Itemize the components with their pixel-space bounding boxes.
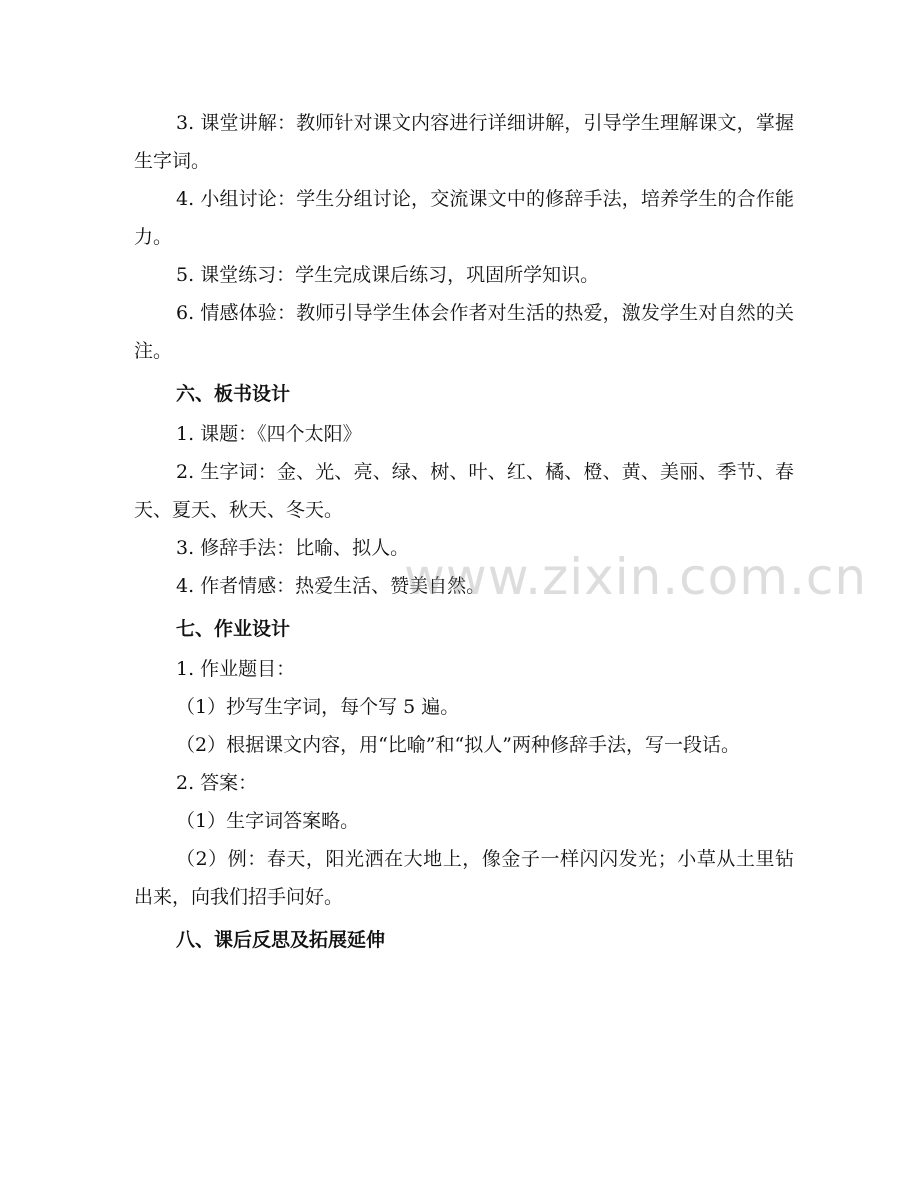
paragraph-author-emotion: 4. 作者情感：热爱生活、赞美自然。 (176, 575, 486, 597)
section-heading-homework: 七、作业设计 (176, 618, 291, 640)
watermark: www.zixin.com.cn (404, 548, 868, 606)
paragraph-answers-title: 2. 答案： (176, 772, 258, 794)
paragraph-answer-1: （1）生字词答案略。 (176, 810, 360, 832)
paragraph-emotion: 6. 情感体验：教师引导学生体会作者对生活的热爱，激发学生对自然的关注。 (134, 302, 794, 362)
paragraph-rhetoric: 3. 修辞手法：比喻、拟人。 (176, 537, 410, 559)
paragraph-homework-title: 1. 作业题目： (176, 658, 296, 680)
paragraph-topic: 1. 课题：《四个太阳》 (176, 423, 362, 445)
paragraph-practice: 5. 课堂练习：学生完成课后练习，巩固所学知识。 (176, 264, 600, 286)
section-heading-reflection: 八、课后反思及拓展延伸 (176, 929, 386, 951)
document-body (134, 104, 794, 961)
paragraph-homework-item-1: （1）抄写生字词，每个写 5 遍。 (176, 696, 460, 718)
section-heading-board-design: 六、板书设计 (176, 383, 291, 405)
paragraph-homework-item-2: （2）根据课文内容，用“比喻”和“拟人”两种修辞手法，写一段话。 (176, 734, 740, 756)
paragraph-lecture: 3. 课堂讲解：教师针对课文内容进行详细讲解，引导学生理解课文，掌握生字词。 (134, 112, 794, 172)
paragraph-answer-2: （2）例：春天，阳光洒在大地上，像金子一样闪闪发光；小草从土里钻出来，向我们招手问好。 (134, 848, 794, 908)
paragraph-vocabulary: 2. 生字词：金、光、亮、绿、树、叶、红、橘、橙、黄、美丽、季节、春天、夏天、秋天、冬天。 (134, 461, 794, 521)
paragraph-group-discussion: 4. 小组讨论：学生分组讨论，交流课文中的修辞手法，培养学生的合作能力。 (134, 188, 794, 248)
